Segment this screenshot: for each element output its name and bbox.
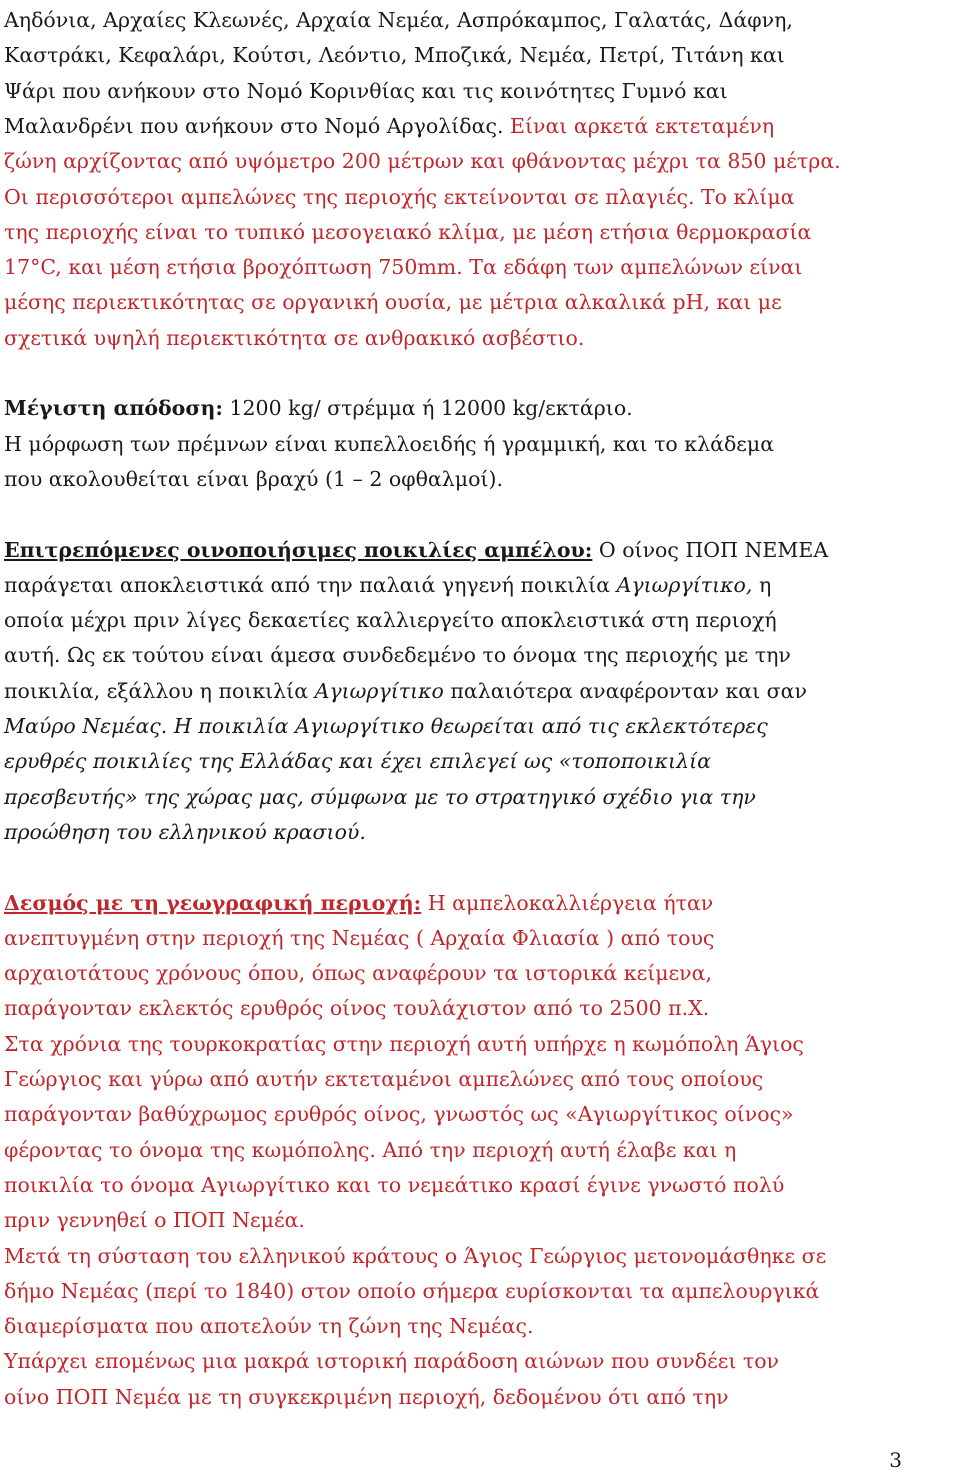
text-run: Μετά τη σύσταση του ελληνικού κράτους ο Άγιος Γεώργιος μετονομάσθηκε σε xyxy=(4,1243,827,1268)
text-line xyxy=(4,1132,736,1168)
text-run: παλαιότερα αναφέρονταν και σαν xyxy=(443,678,807,703)
text-run: Γεώργιος και γύρω από αυτήν εκτεταμένοι αμπελώνες από τους οποίους xyxy=(4,1067,764,1091)
text-run: Η αμπελοκαλλιέργεια ήταν xyxy=(421,890,714,915)
text-line xyxy=(4,743,711,779)
text-run: Η ποικιλία Αγιωργίτικο θεωρείται από τις εκλεκτότερες xyxy=(173,714,768,738)
text-run: Είναι αρκετά εκτεταμένη xyxy=(509,113,775,138)
text-line xyxy=(4,2,793,38)
text-line xyxy=(4,284,782,320)
text-line xyxy=(4,708,768,744)
text-line xyxy=(4,990,709,1026)
text-line xyxy=(4,1061,763,1097)
text-line xyxy=(4,1026,804,1062)
text-run: ποικιλία το όνομα Αγιωργίτικο και το νεμεάτικο κρασί έγινε γνωστό πολύ xyxy=(4,1172,785,1197)
text-run: διαμερίσματα που αποτελούν τη ζώνη της Νεμέας. xyxy=(4,1314,534,1339)
text-line xyxy=(4,814,366,850)
text-line xyxy=(4,885,713,921)
text-run: Μαύρο Νεμέας. xyxy=(4,714,168,738)
text-run: Υπάρχει επομένως μια μακρά ιστορική παράδοση αιώνων που συνδέει τον xyxy=(4,1349,780,1374)
text-run: παράγεται αποκλειστικά από την παλαιά γηγενή ποικιλία xyxy=(4,572,617,597)
page-number: 3 xyxy=(889,1448,902,1472)
text-line xyxy=(4,73,728,109)
text-line xyxy=(4,779,756,815)
text-line xyxy=(4,637,791,673)
text-run: Αγιωργίτικο, xyxy=(616,572,753,597)
text-line xyxy=(4,1343,779,1379)
text-line xyxy=(4,567,771,603)
text-line xyxy=(4,1096,794,1132)
text-line xyxy=(4,1308,534,1344)
text-run: Τα εδάφη των αμπελώνων είναι xyxy=(469,255,803,280)
text-run: πριν γεννηθεί ο ΠΟΠ Νεμέα. xyxy=(4,1208,305,1233)
text-run: ερυθρές ποικιλίες της Ελλάδας και έχει επιλεγεί ως «τοποποικιλία xyxy=(4,749,711,774)
text-line xyxy=(4,249,802,285)
text-run: 17°C, και μέση ετήσια βροχόπτωση 750mm. xyxy=(4,255,470,280)
text-line xyxy=(4,214,811,250)
text-line xyxy=(4,426,774,462)
text-line xyxy=(4,532,828,568)
text-run: ζώνη αρχίζοντας από υψόμετρο 200 μέτρων και φθάνοντας μέχρι τα 850 μέτρα. xyxy=(4,149,841,174)
text-run: Ο οίνος ΠΟΠ ΝΕΜΕΑ xyxy=(592,537,829,562)
text-run: Μαλανδρένι που ανήκουν στο Νομό Αργολίδας. xyxy=(4,113,510,138)
text-line xyxy=(4,461,503,497)
text-run: Η μόρφωση των πρέμνων είναι κυπελλοειδής ή γραμμική, και το κλάδεμα xyxy=(4,431,775,456)
text-run: σχετικά υψηλή περιεκτικότητα σε ανθρακικό ασβέστιο. xyxy=(4,325,585,350)
text-line xyxy=(4,108,774,144)
text-line xyxy=(4,673,807,709)
text-run: Επιτρεπόμενες οινοποιήσιμες ποικιλίες αμπέλου: xyxy=(4,537,593,562)
text-line xyxy=(4,1273,819,1309)
text-run: παράγονταν βαθύχρωμος ερυθρός οίνος, γνωστός ως «Αγιωργίτικος οίνος» xyxy=(4,1102,794,1127)
text-line xyxy=(4,37,785,73)
text-run: Δεσμός με τη γεωγραφική περιοχή: xyxy=(4,890,422,915)
text-run: πρεσβευτής» της χώρας μας, σύμφωνα με το στρατηγικό σχέδιο για την xyxy=(4,784,756,809)
text-run: παράγονταν εκλεκτός ερυθρός οίνος τουλάχιστον από το 2500 π.Χ. xyxy=(4,996,710,1021)
text-line xyxy=(4,1238,826,1274)
text-run: αυτή. Ως εκ τούτου είναι άμεσα συνδεδεμένο το όνομα της περιοχής με την xyxy=(4,643,791,668)
text-line xyxy=(4,955,712,991)
text-line xyxy=(4,179,795,215)
text-run: Αγιωργίτικο xyxy=(314,678,444,703)
text-line xyxy=(4,920,714,956)
text-run: δήμο Νεμέας (περί το 1840) στον οποίο σήμερα ευρίσκονται τα αμπελουργικά xyxy=(4,1278,820,1303)
text-line xyxy=(4,602,777,638)
text-run: Μέγιστη απόδοση: xyxy=(4,396,223,421)
text-run: Οι περισσότεροι αμπελώνες της περιοχής εκτείνονται σε πλαγιές. xyxy=(4,184,695,209)
text-run: που ακολουθείται είναι βραχύ (1 – 2 οφθαλμοί). xyxy=(4,466,503,491)
text-run: Αηδόνια, Αρχαίες Κλεωνές, Αρχαία Νεμέα, Ασπρόκαμπος, Γαλατάς, Δάφνη, xyxy=(4,8,793,32)
text-run: 1200 kg/ στρέμμα ή 12000 kg/εκτάριο. xyxy=(222,396,633,421)
text-run: οποία μέχρι πριν λίγες δεκαετίες καλλιεργείτο αποκλειστικά στη περιοχή xyxy=(4,608,777,633)
text-line xyxy=(4,1167,784,1203)
text-run: Στα χρόνια της τουρκοκρατίας στην περιοχή αυτή υπήρχε η κωμόπολη Άγιος xyxy=(4,1031,804,1056)
text-run: ποικιλία, εξάλλου η ποικιλία xyxy=(4,678,315,703)
text-line xyxy=(4,143,841,179)
text-line xyxy=(4,1202,305,1238)
text-run: Το κλίμα xyxy=(694,184,795,209)
text-line xyxy=(4,320,584,356)
text-run: προώθηση του ελληνικού κρασιού. xyxy=(4,819,366,844)
text-line xyxy=(4,390,633,426)
text-run: Ψάρι που ανήκουν στο Νομό Κορινθίας και τις κοινότητες Γυμνό και xyxy=(4,78,728,103)
text-run: η xyxy=(752,572,772,597)
text-run: ανεπτυγμένη στην περιοχή της Νεμέας ( Αρχαία Φλιασία ) από τους xyxy=(4,925,715,950)
text-run: αρχαιοτάτους χρόνους όπου, όπως αναφέρουν τα ιστορικά κείμενα, xyxy=(4,961,713,986)
text-run: οίνο ΠΟΠ Νεμέα με τη συγκεκριμένη περιοχή, δεδομένου ότι από την xyxy=(4,1384,729,1409)
text-run: μέσης περιεκτικότητας σε οργανική ουσία, με μέτρια αλκαλικά pH, και με xyxy=(4,290,782,315)
text-run: της περιοχής είναι το τυπικό μεσογειακό κλίμα, με μέση ετήσια θερμοκρασία xyxy=(4,219,812,244)
text-line xyxy=(4,1379,729,1415)
text-run: φέροντας το όνομα της κωμόπολης. Από την περιοχή αυτή έλαβε και η xyxy=(4,1137,737,1162)
text-run: Καστράκι, Κεφαλάρι, Κούτσι, Λεόντιο, Μποζικά, Νεμέα, Πετρί, Τιτάνη και xyxy=(4,43,785,68)
